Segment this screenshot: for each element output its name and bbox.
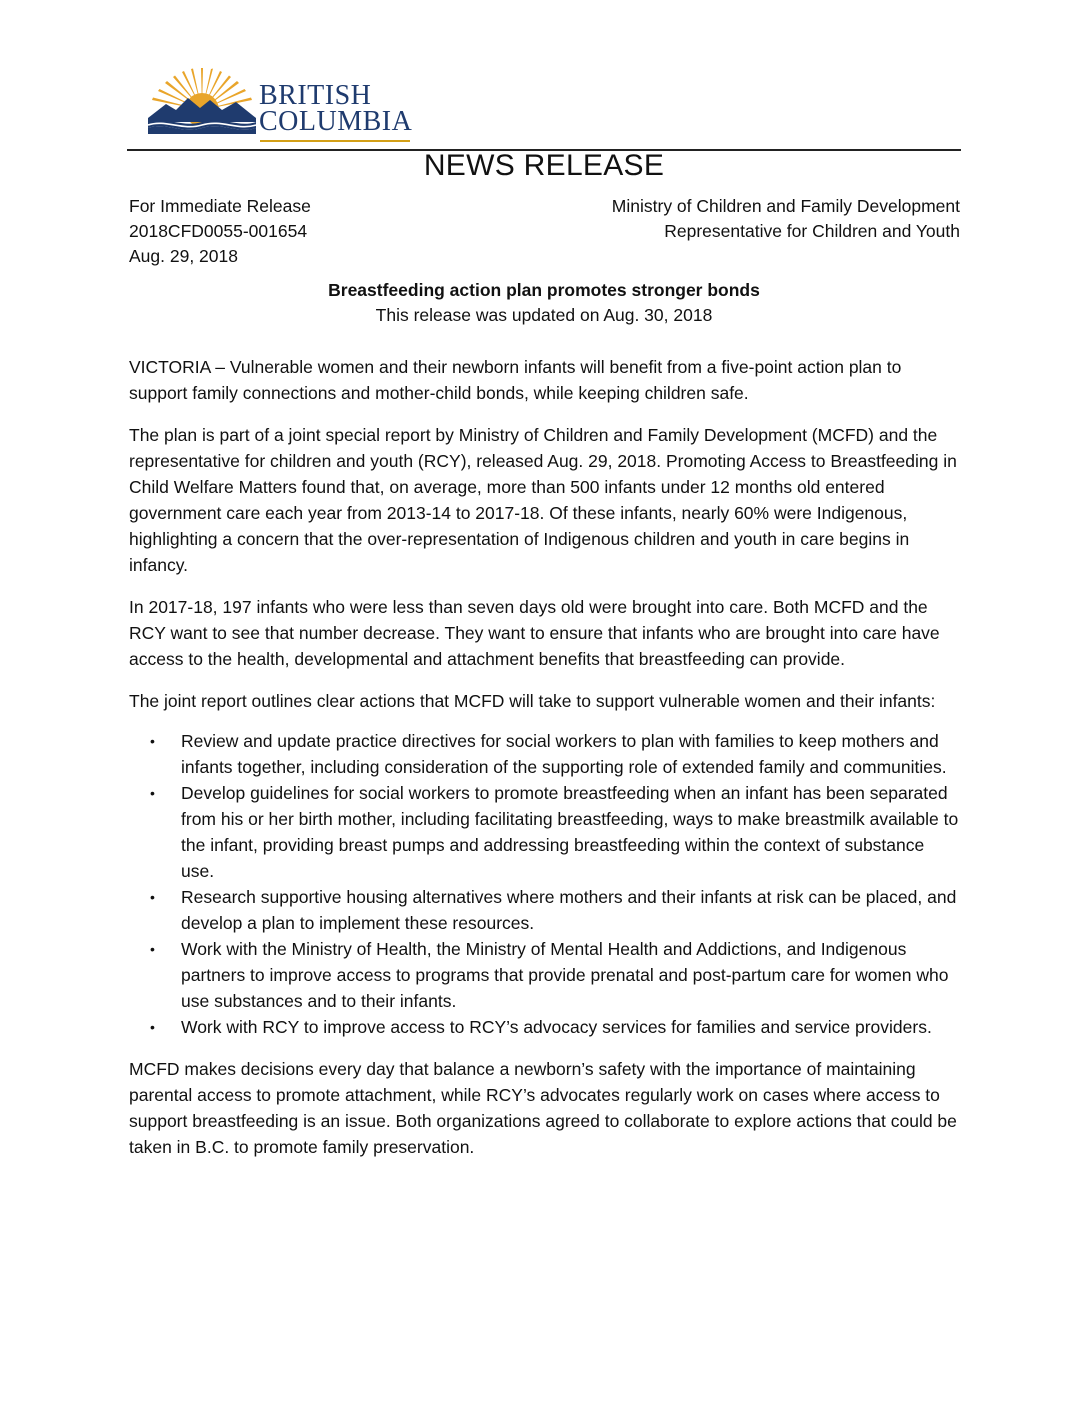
update-note: This release was updated on Aug. 30, 2018 bbox=[375, 305, 713, 325]
list-item bbox=[129, 936, 959, 1014]
news-release-title: NEWS RELEASE bbox=[423, 149, 665, 182]
sun-mountain-emblem-icon bbox=[146, 66, 258, 136]
bullet-icon: • bbox=[150, 889, 155, 905]
logo-text-line2: COLUMBIA bbox=[259, 106, 413, 137]
list-item-text: Work with the Ministry of Health, the Ministry of Mental Health and Addictions, and Indigenous partners to improve access to programs that provide prenatal and post-partum care for women who use substances and to their infants. bbox=[181, 939, 949, 1011]
logo-underline bbox=[260, 140, 410, 142]
bullet-icon: • bbox=[150, 733, 155, 749]
representative-name: Representative for Children and Youth bbox=[664, 221, 960, 241]
release-info bbox=[129, 194, 311, 269]
closing-paragraph: MCFD makes decisions every day that balance a newborn’s safety with the importance of maintaining parental access to promote attachment, while RCY’s advocates regularly work on cases where access to support breastfeeding is an issue. Both organizations agreed to collaborate to explore actions that could be taken in B.C. to promote family preservation. bbox=[129, 1059, 957, 1157]
list-item bbox=[129, 1014, 959, 1040]
release-date: Aug. 29, 2018 bbox=[129, 246, 238, 266]
action-list bbox=[129, 728, 959, 1040]
bullet-icon: • bbox=[150, 941, 155, 957]
list-item-text: Work with RCY to improve access to RCY’s advocacy services for families and service providers. bbox=[181, 1017, 932, 1037]
bullet-icon: • bbox=[150, 1019, 155, 1035]
paragraph: VICTORIA – Vulnerable women and their newborn infants will benefit from a five-point action plan to support family connections and mother-child bonds, while keeping children safe. bbox=[129, 357, 902, 403]
release-body bbox=[129, 354, 959, 1176]
paragraph: The joint report outlines clear actions that MCFD will take to support vulnerable women and their infants: bbox=[129, 691, 936, 711]
bullet-icon: • bbox=[150, 785, 155, 801]
list-item bbox=[129, 780, 959, 884]
logo-text-line1: BRITISH bbox=[259, 80, 372, 111]
ministry-name: Ministry of Children and Family Development bbox=[611, 196, 960, 216]
issuing-organizations bbox=[612, 194, 960, 244]
paragraph: The plan is part of a joint special report by Ministry of Children and Family Development (MCFD) and the representative for children and youth (RCY), released Aug. 29, 2018. Promoting Access to Breastfeeding in Child Welfare Matters found that, on average, more than 500 infants under 12 months old entered government care each year from 2013-14 to 2017-18. Of these infants, nearly 60% were Indigenous, highlighting a concern that the over-representation of Indigenous children and youth in care begins in infancy. bbox=[129, 425, 957, 575]
list-item bbox=[129, 884, 959, 936]
list-item-text: Develop guidelines for social workers to promote breastfeeding when an infant has been separated from his or her birth mother, including facilitating breastfeeding, ways to make breastmilk available to the infant, providing breast pumps and addressing breastfeeding within the context of substance use. bbox=[181, 783, 959, 881]
release-type: For Immediate Release bbox=[129, 196, 311, 216]
list-item-text: Research supportive housing alternatives where mothers and their infants at risk can be placed, and develop a plan to implement these resources. bbox=[181, 887, 957, 933]
bc-government-logo bbox=[146, 66, 426, 146]
paragraph: In 2017-18, 197 infants who were less than seven days old were brought into care. Both MCFD and the RCY want to see that number decrease. They want to ensure that infants who are brought into care have access to the health, developmental and attachment benefits that breastfeeding can provide. bbox=[129, 597, 940, 669]
release-number: 2018CFD0055-001654 bbox=[129, 221, 308, 241]
list-item bbox=[129, 728, 959, 780]
list-item-text: Review and update practice directives for social workers to plan with families to keep mothers and infants together, including consideration of the supporting role of extended family and communities. bbox=[181, 731, 947, 777]
headline: Breastfeeding action plan promotes stronger bonds bbox=[328, 280, 760, 300]
